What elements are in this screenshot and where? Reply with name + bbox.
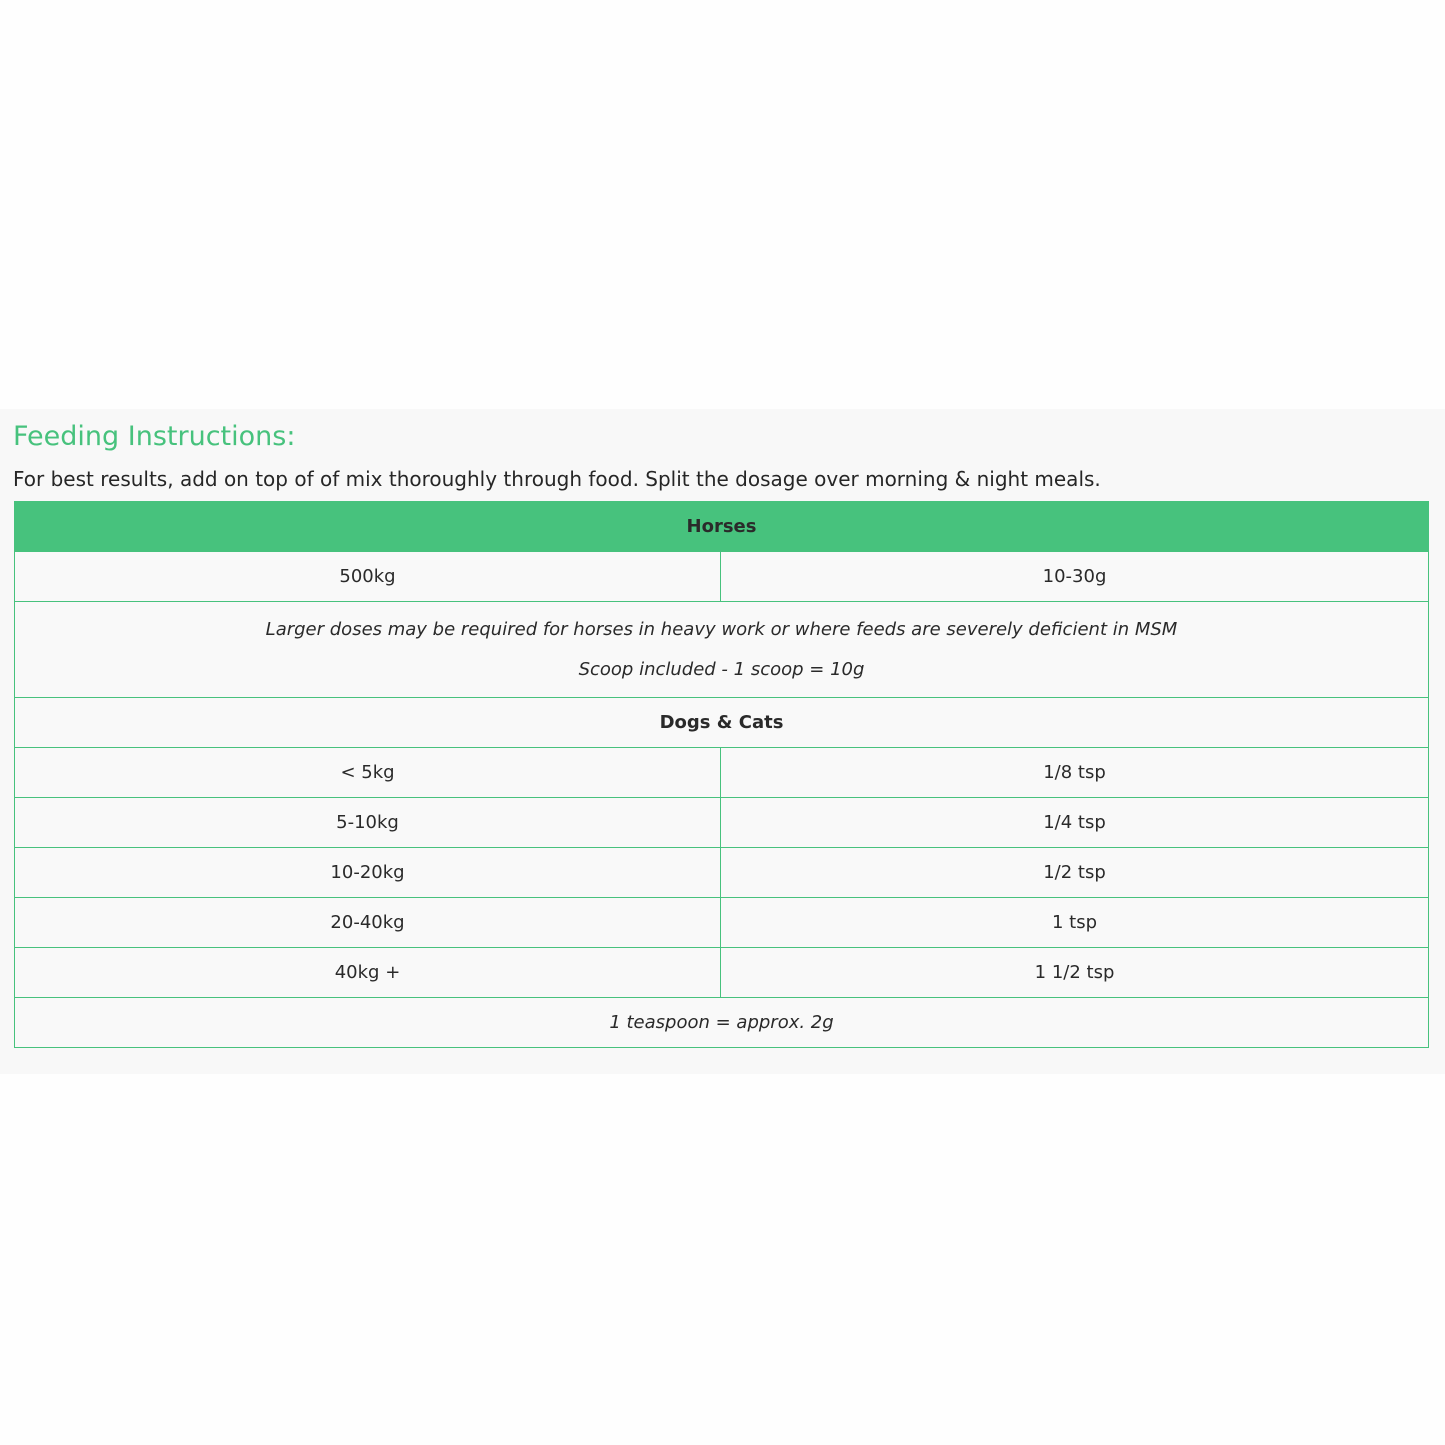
horses-note-dosage: Larger doses may be required for horses in heavy work or where feeds are severely deficient in MSM: [265, 618, 1178, 640]
teaspoon-footnote-row: [15, 998, 1429, 1048]
pet-weight-cell: 5-10kg: [15, 798, 721, 848]
pet-dose-cell: 1 1/2 tsp: [721, 948, 1429, 998]
pet-dose-cell: 1/2 tsp: [721, 848, 1429, 898]
pet-dose-cell: 1 tsp: [721, 898, 1429, 948]
table-row: [15, 948, 1429, 998]
feeding-table: [14, 501, 1429, 1048]
pet-weight-cell: 10-20kg: [15, 848, 721, 898]
table-row: [15, 848, 1429, 898]
section-title: Feeding Instructions:: [13, 421, 296, 452]
horses-note-cell: [15, 602, 1429, 698]
horse-dose-cell: 10-30g: [721, 552, 1429, 602]
horse-weight-cell: 500kg: [15, 552, 721, 602]
horses-note-scoop: Scoop included - 1 scoop = 10g: [578, 658, 865, 680]
table-row: [15, 798, 1429, 848]
dogs-cats-header-row: [15, 698, 1429, 748]
pet-weight-cell: < 5kg: [15, 748, 721, 798]
table-row: [15, 748, 1429, 798]
dogs-cats-heading: Dogs & Cats: [15, 698, 1429, 748]
pet-dose-cell: 1/8 tsp: [721, 748, 1429, 798]
teaspoon-footnote: 1 teaspoon = approx. 2g: [15, 998, 1429, 1048]
horses-heading: Horses: [15, 502, 1429, 552]
pet-weight-cell: 40kg +: [15, 948, 721, 998]
table-row: [15, 552, 1429, 602]
section-intro: For best results, add on top of of mix thoroughly through food. Split the dosage over morning & night meals.: [13, 467, 1101, 491]
horses-header-row: [15, 502, 1429, 552]
horses-note-row: [15, 602, 1429, 698]
pet-weight-cell: 20-40kg: [15, 898, 721, 948]
pet-dose-cell: 1/4 tsp: [721, 798, 1429, 848]
table-row: [15, 898, 1429, 948]
